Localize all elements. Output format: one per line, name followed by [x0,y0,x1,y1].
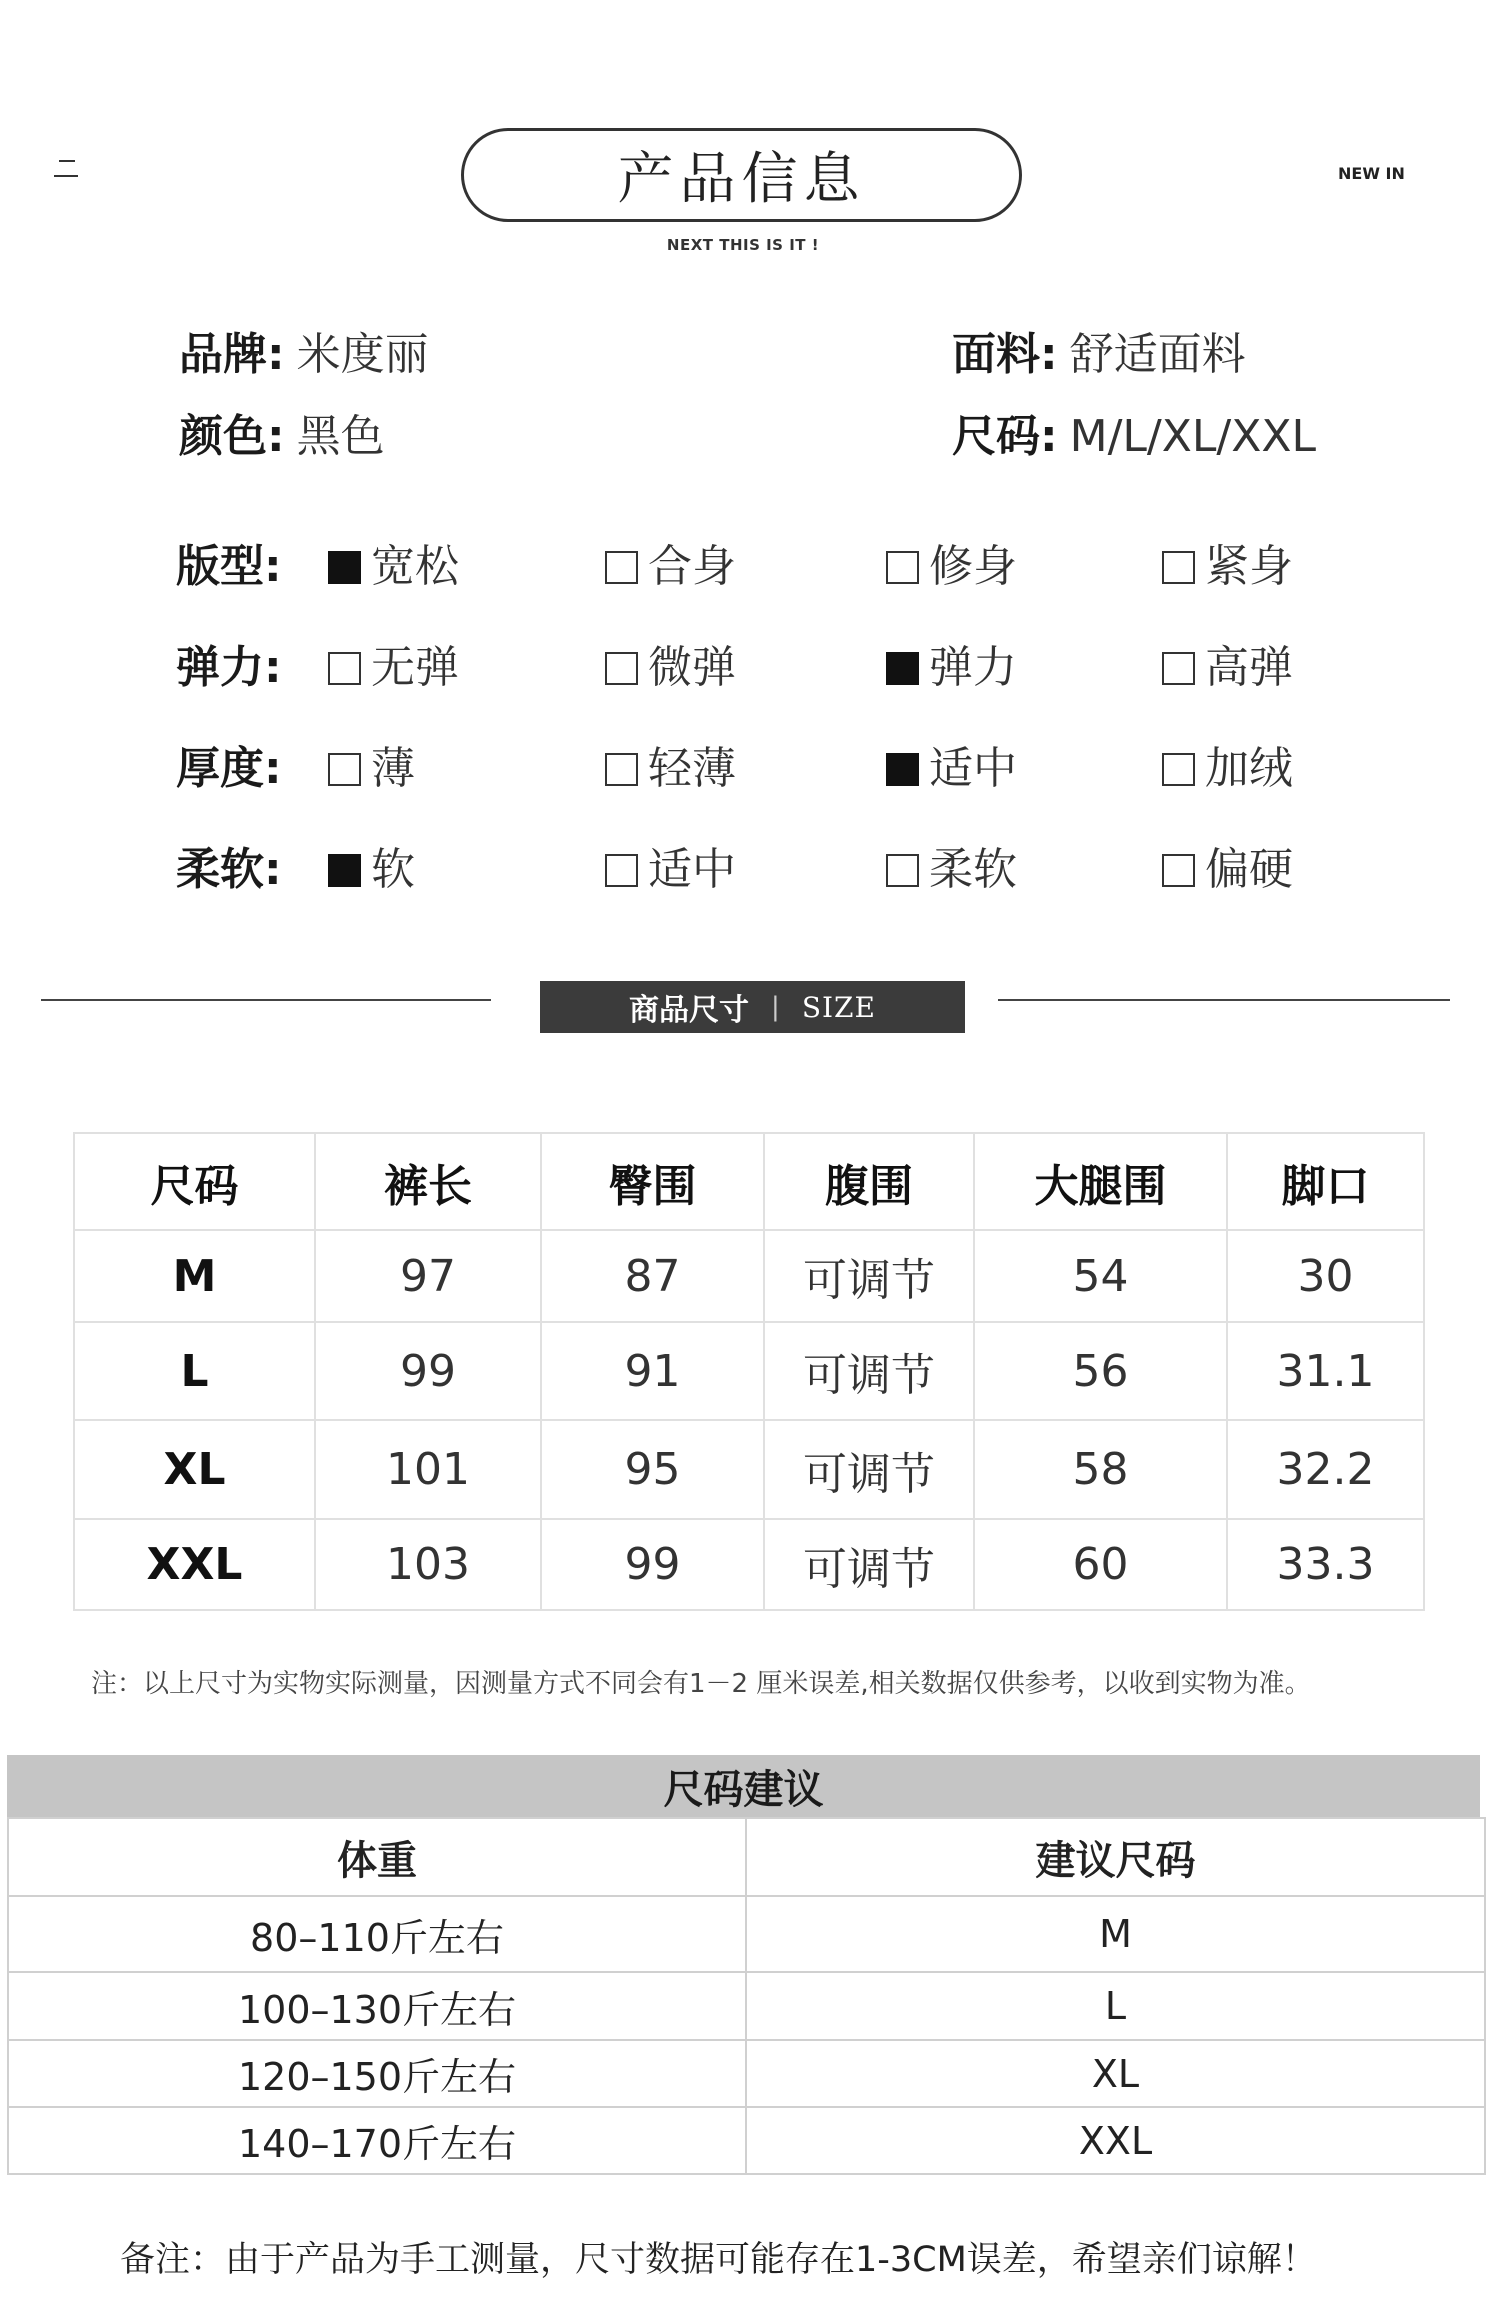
table-cell: 54 [974,1230,1227,1322]
info-fabric-value: 舒适面料 [1069,329,1246,380]
table-cell: XXL [74,1519,315,1610]
info-size [952,410,1316,464]
table-cell: 91 [541,1322,764,1420]
attribute-option-label: 偏硬 [1205,844,1293,895]
table-cell: 87 [541,1230,764,1322]
unchecked-box-icon[interactable] [1162,652,1195,685]
attribute-label: 厚度: [176,743,282,794]
attribute-label: 柔软: [176,844,282,895]
size-section-subtitle: SIZE [801,990,876,1024]
checked-box-icon[interactable] [886,753,919,786]
attribute-option-label: 适中 [929,743,1017,794]
table-cell: 33.3 [1227,1519,1424,1610]
attribute-option[interactable] [605,845,886,895]
table-cell: 120–150斤左右 [8,2040,746,2107]
attribute-option[interactable] [886,744,1162,794]
unchecked-box-icon[interactable] [328,753,361,786]
divider-left [41,999,491,1001]
attribute-option-label: 软 [371,844,415,895]
attribute-label: 版型: [176,541,282,592]
attribute-option[interactable] [605,643,886,693]
table-body [74,1230,1424,1610]
info-brand-value: 米度丽 [296,329,429,380]
attribute-option[interactable] [886,845,1162,895]
table-header-cell: 建议尺码 [746,1818,1485,1896]
size-section-separator: | [771,992,780,1022]
attribute-option-label: 修身 [929,541,1017,592]
unchecked-box-icon[interactable] [605,753,638,786]
table-row [8,2040,1485,2107]
attribute-option-label: 宽松 [371,541,459,592]
attribute-option[interactable] [328,643,605,693]
table-cell: 31.1 [1227,1322,1424,1420]
table-cell: 30 [1227,1230,1424,1322]
page-subtitle: NEXT THIS IS IT ! [666,236,820,254]
table-cell: 80–110斤左右 [8,1896,746,1972]
attribute-row [176,845,1436,946]
table-cell: 可调节 [764,1230,974,1322]
unchecked-box-icon[interactable] [1162,753,1195,786]
attribute-option-label: 合身 [648,541,736,592]
table-header-cell: 裤长 [315,1133,541,1230]
divider-right [998,999,1450,1001]
table-row [74,1322,1424,1420]
table-head [74,1133,1424,1230]
unchecked-box-icon[interactable] [328,652,361,685]
new-in-badge: NEW IN [1338,164,1405,183]
info-fabric [952,328,1246,382]
table-cell: 32.2 [1227,1420,1424,1519]
attribute-option-label: 弹力 [929,642,1017,693]
table-cell: 95 [541,1420,764,1519]
table-row [74,1420,1424,1519]
attribute-option-label: 加绒 [1205,743,1293,794]
attribute-option[interactable] [1162,744,1436,794]
table-cell: 99 [315,1322,541,1420]
unchecked-box-icon[interactable] [886,551,919,584]
attribute-option-label: 轻薄 [648,743,736,794]
unchecked-box-icon[interactable] [605,854,638,887]
attribute-option[interactable] [328,744,605,794]
info-brand [179,328,429,382]
unchecked-box-icon[interactable] [605,551,638,584]
attribute-option[interactable] [1162,643,1436,693]
table-head [8,1818,1485,1896]
checked-box-icon[interactable] [886,652,919,685]
table-cell: 97 [315,1230,541,1322]
size-section-title: 商品尺寸 [629,993,750,1028]
attribute-label: 弹力: [176,642,282,693]
size-recommendation-title-text: 尺码建议 [663,1766,824,1813]
attribute-row [176,744,1436,845]
unchecked-box-icon[interactable] [605,652,638,685]
title-pill [461,128,1022,222]
table-cell: 可调节 [764,1519,974,1610]
table-cell: M [74,1230,315,1322]
attribute-option[interactable] [1162,542,1436,592]
checked-box-icon[interactable] [328,551,361,584]
table-header-row [74,1133,1424,1230]
attribute-option[interactable] [886,542,1162,592]
table-cell: 58 [974,1420,1227,1519]
table-cell: 100–130斤左右 [8,1972,746,2040]
table-cell: 60 [974,1519,1227,1610]
unchecked-box-icon[interactable] [886,854,919,887]
info-color-label: 颜色: [179,411,285,462]
table-row [8,2107,1485,2174]
attribute-option[interactable] [1162,845,1436,895]
footer-note: 备注：由于产品为手工测量，尺寸数据可能存在1-3CM误差，希望亲们谅解！ [120,2240,1317,2280]
attribute-row [176,643,1436,744]
table-header-cell: 臀围 [541,1133,764,1230]
size-section-header [540,981,965,1033]
attribute-option[interactable] [886,643,1162,693]
info-brand-label: 品牌: [179,329,285,380]
table-header-cell: 大腿围 [974,1133,1227,1230]
attribute-option-label: 高弹 [1205,642,1293,693]
size-recommendation-title [7,1755,1480,1817]
size-table [73,1132,1425,1611]
table-row [8,1972,1485,2040]
info-color [179,410,385,464]
attribute-option-label: 柔软 [929,844,1017,895]
attribute-option[interactable] [328,542,605,592]
table-row [74,1230,1424,1322]
table-row [74,1519,1424,1610]
attribute-grid [176,542,1436,946]
unchecked-box-icon[interactable] [1162,854,1195,887]
attribute-row [176,542,1436,643]
table-cell: 140–170斤左右 [8,2107,746,2174]
info-size-label: 尺码: [952,411,1058,462]
attribute-option[interactable] [605,542,886,592]
table-cell: XL [74,1420,315,1519]
table-header-row [8,1818,1485,1896]
table-cell: XL [746,2040,1485,2107]
table-cell: 103 [315,1519,541,1610]
table-cell: XXL [746,2107,1485,2174]
attribute-option[interactable] [605,744,886,794]
attribute-option-label: 微弹 [648,642,736,693]
table-cell: 101 [315,1420,541,1519]
info-fabric-label: 面料: [952,329,1058,380]
table-body [8,1896,1485,2174]
info-color-value: 黑色 [296,411,385,462]
table-cell: 可调节 [764,1322,974,1420]
table-header-cell: 腹围 [764,1133,974,1230]
unchecked-box-icon[interactable] [1162,551,1195,584]
page-title: 产品信息 [617,147,866,212]
table-header-cell: 脚口 [1227,1133,1424,1230]
checked-box-icon[interactable] [328,854,361,887]
attribute-option-label: 适中 [648,844,736,895]
menu-icon[interactable] [54,160,80,190]
attribute-option-label: 薄 [371,743,415,794]
table-cell: 可调节 [764,1420,974,1519]
attribute-option-label: 无弹 [371,642,459,693]
table-cell: L [746,1972,1485,2040]
info-size-value: M/L/XL/XXL [1069,411,1317,462]
table-header-cell: 尺码 [74,1133,315,1230]
size-note: 注：以上尺寸为实物实际测量，因测量方式不同会有1－2 厘米误差,相关数据仅供参考，以收到实物为准。 [91,1669,1311,1699]
attribute-option-label: 紧身 [1205,541,1293,592]
table-cell: 56 [974,1322,1227,1420]
table-cell: 99 [541,1519,764,1610]
table-cell: L [74,1322,315,1420]
table-row [8,1896,1485,1972]
attribute-option[interactable] [328,845,605,895]
table-header-cell: 体重 [8,1818,746,1896]
size-recommendation-table [7,1817,1486,2175]
table-cell: M [746,1896,1485,1972]
